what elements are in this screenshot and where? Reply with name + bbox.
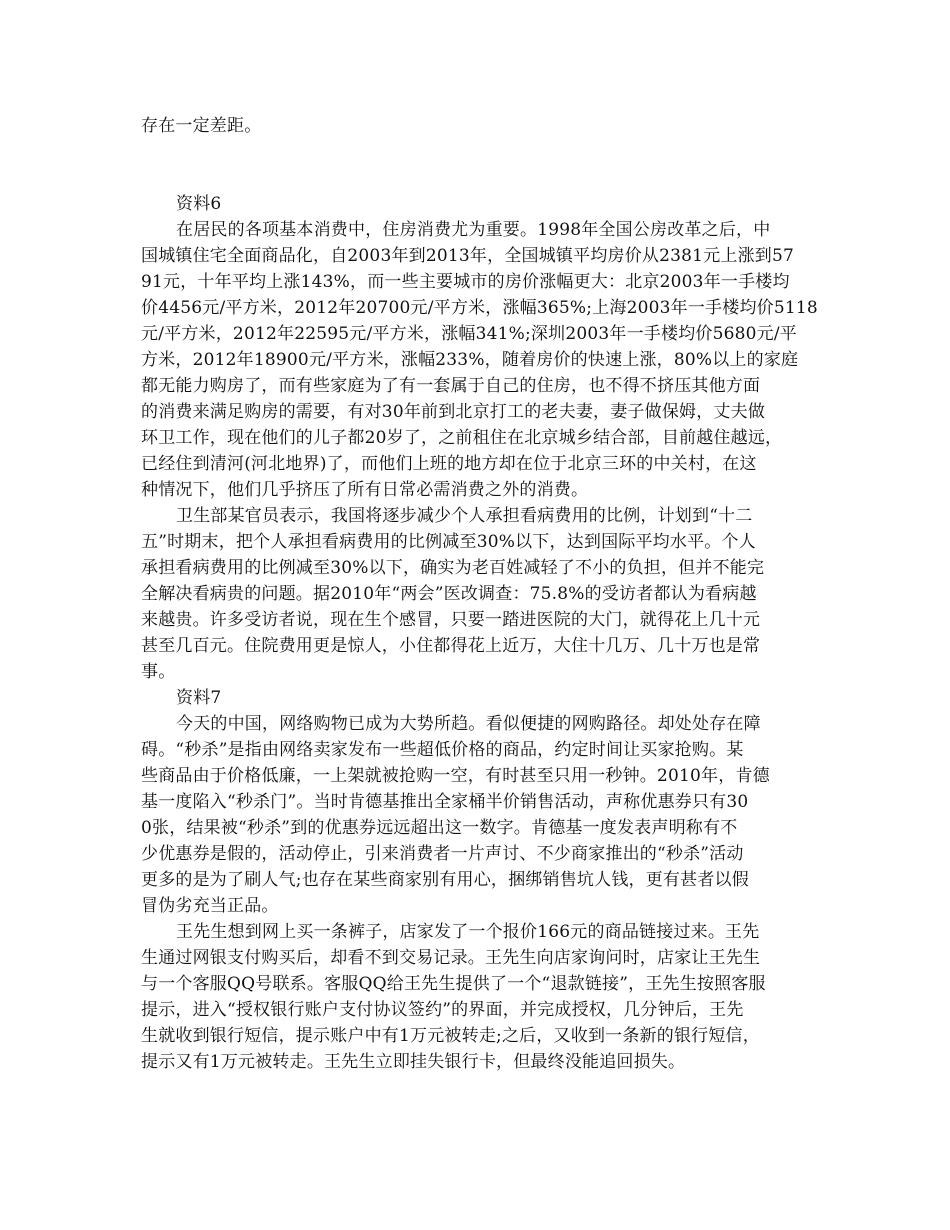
paragraph-line: 与一个客服QQ号联系。客服QQ给王先生提供了一个“退款链接”，王先生按照客服	[141, 974, 766, 994]
paragraph-line: 王先生想到网上买一条裤子，店家发了一个报价166元的商品链接过来。王先	[176, 922, 760, 942]
paragraph-line: 碍。“秒杀”是指由网络卖家发布一些超低价格的商品，约定时间让买家抢购。某	[141, 740, 744, 760]
paragraph-line: 生就收到银行短信，提示账户中有1万元被转走;之后，又收到一条新的银行短信，	[141, 1026, 760, 1046]
paragraph-line: 事。	[141, 662, 176, 682]
paragraph-line: 生通过网银支付购买后，却看不到交易记录。王先生向店家询问时，店家让王先生	[141, 948, 761, 968]
paragraph-line: 国城镇住宅全面商品化，自2003年到2013年，全国城镇平均房价从2381元上涨到57	[141, 246, 795, 266]
paragraph-line: 些商品由于价格低廉，一上架就被抢购一空，有时甚至只用一秒钟。2010年，肯德	[141, 766, 770, 786]
paragraph-line: 提示，进入“授权银行账户支付协议签约”的界面，并完成授权，几分钟后，王先	[141, 1000, 744, 1020]
paragraph-line: 方米，2012年18900元/平方米，涨幅233%，随着房价的快速上涨，80%以上的家庭	[141, 350, 799, 370]
paragraph-line: 冒伪劣充当正品。	[141, 896, 279, 916]
paragraph-line: 五”时期末，把个人承担看病费用的比例减至30%以下，达到国际平均水平。个人	[141, 532, 756, 552]
paragraph-line: 提示又有1万元被转走。王先生立即挂失银行卡，但最终没能追回损失。	[141, 1052, 686, 1072]
paragraph-line: 甚至几百元。住院费用更是惊人，小住都得花上近万，大住十几万、几十万也是常	[141, 636, 761, 656]
paragraph-line: 更多的是为了刷人气;也存在某些商家别有用心，捆绑销售坑人钱，更有甚者以假	[141, 870, 749, 890]
paragraph-line: 全解决看病贵的问题。据2010年“两会”医改调查：75.8%的受访者都认为看病越	[141, 584, 757, 604]
paragraph-line: 0张，结果被“秒杀”到的优惠券远远超出这一数字。肯德基一度发表声明称有不	[141, 818, 738, 838]
paragraph-line: 卫生部某官员表示，我国将逐步减少个人承担看病费用的比例，计划到“十二	[176, 506, 753, 526]
paragraph-line: 存在一定差距。	[141, 116, 262, 136]
paragraph-line: 的消费来满足购房的需要，有对30年前到北京打工的老夫妻，妻子做保姆，丈夫做	[141, 402, 766, 422]
paragraph-line: 已经住到清河(河北地界)了，而他们上班的地方却在位于北京三环的中关村，在这	[141, 454, 757, 474]
paragraph-line: 承担看病费用的比例减至30%以下，确实为老百姓减轻了不小的负担，但并不能完	[141, 558, 765, 578]
section-heading: 资料6	[176, 194, 222, 214]
paragraph-line: 在居民的各项基本消费中，住房消费尤为重要。1998年全国公房改革之后，中	[176, 220, 771, 240]
paragraph-line: 都无能力购房了，而有些家庭为了有一套属于自己的住房，也不得不挤压其他方面	[141, 376, 761, 396]
section-heading: 资料7	[176, 688, 222, 708]
paragraph-line: 元/平方米，2012年22595元/平方米，涨幅341%;深圳2003年一手楼均价5680元/平	[141, 324, 797, 344]
paragraph-line: 少优惠券是假的，活动停止，引来消费者一片声讨、不少商家推出的“秒杀”活动	[141, 844, 744, 864]
paragraph-line: 来越贵。许多受访者说，现在生个感冒，只要一踏进医院的大门，就得花上几十元	[141, 610, 761, 630]
paragraph-line: 基一度陷入“秒杀门”。当时肯德基推出全家桶半价销售活动，声称优惠券只有30	[141, 792, 749, 812]
paragraph-line: 种情况下，他们几乎挤压了所有日常必需消费之外的消费。	[141, 480, 589, 500]
paragraph-line: 价4456元/平方米，2012年20700元/平方米，涨幅365%;上海2003年一手楼均价5118	[141, 298, 818, 318]
paragraph-line: 环卫工作，现在他们的儿子都20岁了，之前租住在北京城乡结合部，目前越住越远，	[141, 428, 783, 448]
paragraph-line: 今天的中国，网络购物已成为大势所趋。看似便捷的网购路径。却处处存在障	[176, 714, 761, 734]
paragraph-line: 91元，十年平均上涨143%，而一些主要城市的房价涨幅更大：北京2003年一手楼均	[141, 272, 790, 292]
